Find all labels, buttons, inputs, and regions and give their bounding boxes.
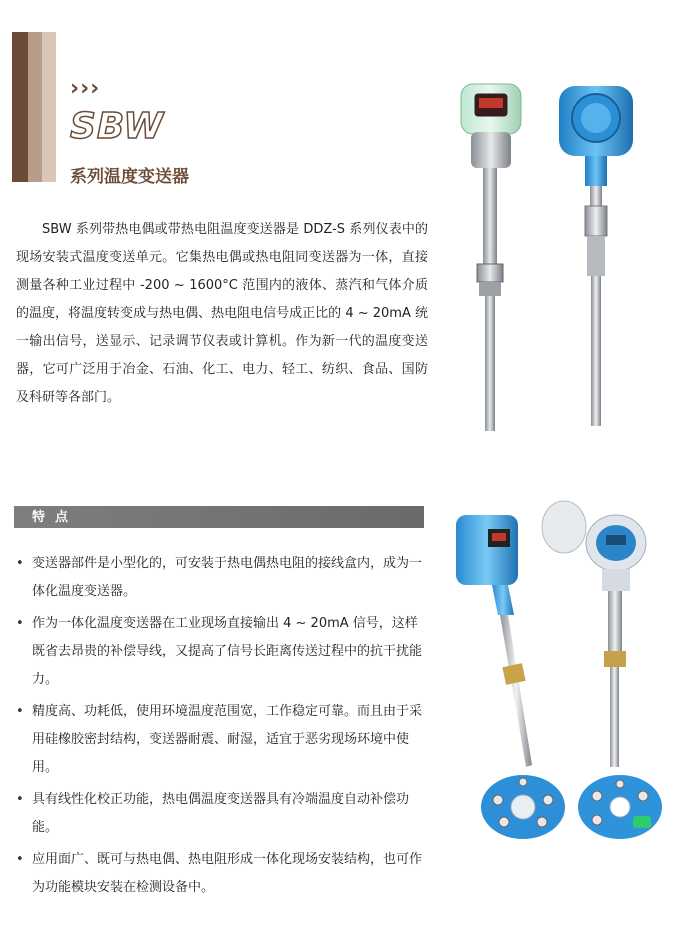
feature-item: • 应用面广、既可与热电偶、热电阻形成一体化现场安装结构，也可作为功能模块安装在检测设备中。 xyxy=(14,846,424,902)
brand-title: SBW xyxy=(70,106,165,147)
decorative-stripes xyxy=(12,32,56,182)
features-heading: 特点 xyxy=(32,510,79,525)
features-list xyxy=(14,550,424,906)
features-section-bar xyxy=(14,506,424,528)
feature-item: • 具有线性化校正功能，热电偶温度变送器具有冷端温度自动补偿功能。 xyxy=(14,786,424,842)
product-photo-blue-transmitter xyxy=(555,76,645,436)
product-photo-module-a xyxy=(478,772,568,842)
feature-item: • 作为一体化温度变送器在工业现场直接输出 4 ~ 20mA 信号，这样既省去昂贵的补偿导线，又提高了信号长距离传送过程中的抗干扰能力。 xyxy=(14,610,424,694)
page-subtitle: 系列温度变送器 xyxy=(70,167,189,187)
product-photo-angled-transmitter xyxy=(452,505,552,775)
feature-item: • 变送器部件是小型化的，可安装于热电偶热电阻的接线盒内，成为一体化温度变送器。 xyxy=(14,550,424,606)
feature-item: • 精度高、功耗低，使用环境温度范围宽，工作稳定可靠。而且由于采用硅橡胶密封结构，变送器耐震、耐湿，适宜于恶劣现场环境中使用。 xyxy=(14,698,424,782)
product-photo-module-b xyxy=(575,772,665,842)
product-photo-display-transmitter xyxy=(455,76,535,436)
intro-paragraph: SBW 系列带热电偶或带热电阻温度变送器是 DDZ-S 系列仪表中的现场安装式温度变送单元。它集热电偶或热电阻同变送器为一体，直接测量各种工业过程中 -200 ~ 1600°C 范围内的液体、蒸汽和气体介质的温度，将温度转变成与热电偶、热电阻电信号成正比的 4 ~ 20mA 统一输出信号，送显示、记录调节仪表或计算机。作为新一代的温度变送器，它可广泛用于冶金、石油、化工、电力、轻工、纺织、食品、国防及科研等各部门。 xyxy=(16,222,428,405)
chevron-icon: ››› xyxy=(70,76,101,101)
product-photo-open-head xyxy=(540,495,650,775)
